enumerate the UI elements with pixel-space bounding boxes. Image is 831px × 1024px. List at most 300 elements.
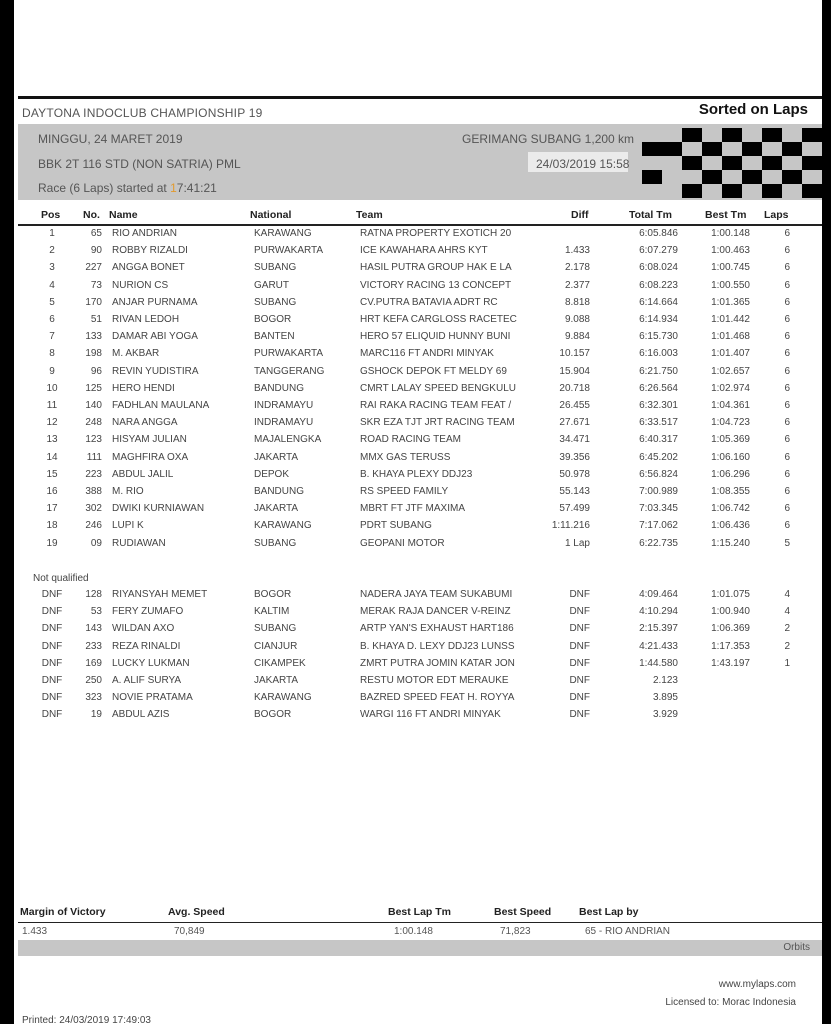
- cell-diff: DNF: [569, 692, 590, 704]
- cell-national: KARAWANG: [254, 520, 312, 532]
- cell-total: 6:21.750: [639, 365, 678, 377]
- cell-diff: 50.978: [559, 468, 590, 480]
- cell-diff: 8.818: [564, 296, 590, 308]
- cell-national: BOGOR: [254, 589, 292, 600]
- cell-diff: 39.356: [559, 451, 590, 463]
- cell-diff: 1:11.216: [551, 520, 590, 532]
- cell-laps: 6: [784, 520, 790, 532]
- cell-total: 4:10.294: [639, 606, 678, 618]
- cell-team: SKR EZA TJT JRT RACING TEAM: [360, 417, 515, 429]
- best-lap-value: 1:00.148: [394, 926, 433, 937]
- cell-no: 250: [85, 675, 102, 686]
- cell-team: B. KHAYA PLEXY DDJ23: [360, 468, 473, 480]
- cell-team: MERAK RAJA DANCER V-REINZ: [360, 606, 511, 618]
- cell-laps: 5: [784, 537, 790, 549]
- results-header: [18, 206, 822, 226]
- cell-total: 6:05.846: [639, 228, 678, 239]
- cell-national: CIANJUR: [254, 640, 298, 652]
- cell-total: 2:15.397: [639, 623, 678, 635]
- cell-laps: 6: [784, 365, 790, 377]
- col-team: Team: [356, 209, 383, 221]
- cell-national: TANGGERANG: [254, 365, 325, 377]
- table-row: [18, 604, 822, 621]
- cell-no: 169: [85, 657, 102, 669]
- cell-best: 1:01.075: [711, 589, 750, 600]
- cell-national: INDRAMAYU: [254, 400, 314, 411]
- cell-national: JAKARTA: [254, 451, 299, 463]
- cell-laps: 4: [784, 589, 790, 600]
- cell-diff: 1 Lap: [564, 537, 590, 549]
- cell-diff: DNF: [569, 640, 590, 652]
- cell-name: RIVAN LEDOH: [112, 314, 180, 325]
- cell-pos: 12: [46, 417, 58, 429]
- cell-pos: 13: [46, 434, 58, 446]
- cell-laps: 6: [784, 314, 790, 325]
- not-qualified-label: Not qualified: [33, 573, 89, 584]
- cell-no: 123: [85, 434, 102, 446]
- cell-team: PDRT SUBANG: [360, 520, 432, 532]
- cell-name: REZA RINALDI: [112, 640, 181, 652]
- cell-total: 2.123: [652, 675, 678, 686]
- col-diff: Diff: [571, 209, 589, 221]
- cell-national: BANDUNG: [254, 382, 305, 394]
- table-row: [18, 329, 822, 346]
- cell-name: ABDUL JALIL: [112, 468, 174, 480]
- cell-no: 143: [85, 623, 102, 635]
- cell-total: 6:16.003: [639, 348, 678, 360]
- col-laps: Laps: [764, 209, 789, 221]
- cell-diff: 20.718: [559, 382, 590, 394]
- cell-name: ABDUL AZIS: [112, 709, 170, 721]
- cell-best: 1:02.974: [711, 382, 750, 394]
- cell-name: REVIN YUDISTIRA: [112, 365, 199, 377]
- cell-pos: 7: [49, 331, 55, 343]
- table-row: [18, 243, 822, 260]
- cell-no: 96: [90, 365, 102, 377]
- cell-team: RATNA PROPERTY EXOTICH 20: [360, 228, 512, 239]
- cell-diff: DNF: [569, 606, 590, 618]
- cell-best: 1:43.197: [711, 657, 750, 669]
- cell-name: DAMAR ABI YOGA: [112, 331, 198, 343]
- cell-laps: 6: [784, 245, 790, 257]
- cell-national: SUBANG: [254, 262, 297, 274]
- results-sheet: [14, 0, 822, 1024]
- cell-team: RS SPEED FAMILY: [360, 486, 449, 497]
- cell-national: JAKARTA: [254, 675, 299, 686]
- table-row: [18, 415, 822, 432]
- cell-national: MAJALENGKA: [254, 434, 322, 446]
- cell-laps: 6: [784, 486, 790, 497]
- table-row: [18, 364, 822, 381]
- cell-total: 6:26.564: [639, 382, 678, 394]
- cell-total: 1:44.580: [639, 657, 678, 669]
- cell-best: 1:02.657: [711, 365, 750, 377]
- cell-pos: 4: [49, 279, 55, 291]
- cell-name: MAGHFIRA OXA: [112, 451, 189, 463]
- cell-name: HERO HENDI: [112, 382, 175, 394]
- cell-diff: 1.433: [564, 245, 590, 257]
- cell-national: BANDUNG: [254, 486, 305, 497]
- cell-name: M. AKBAR: [112, 348, 160, 360]
- cell-pos: 14: [46, 451, 58, 463]
- table-row: [18, 639, 822, 656]
- cell-laps: 6: [784, 417, 790, 429]
- license-text: Licensed to: Morac Indonesia: [665, 997, 796, 1008]
- table-row: [18, 484, 822, 501]
- cell-best: 1:08.355: [711, 486, 750, 497]
- table-row: [18, 450, 822, 467]
- cell-diff: DNF: [569, 709, 590, 721]
- cell-pos: 1: [49, 228, 55, 239]
- cell-team: BAZRED SPEED FEAT H. ROYYA: [360, 692, 515, 704]
- cell-no: 53: [90, 606, 102, 618]
- cell-national: SUBANG: [254, 537, 297, 549]
- col-best: Best Tm: [705, 209, 747, 221]
- cell-total: 7:03.345: [639, 503, 678, 515]
- cell-best: 1:06.160: [711, 451, 750, 463]
- checkered-flag-icon: [642, 126, 822, 200]
- sorted-label: Sorted on Laps: [698, 101, 808, 118]
- event-class: BBK 2T 116 STD (NON SATRIA) PML: [38, 157, 241, 171]
- cell-name: LUCKY LUKMAN: [112, 657, 190, 669]
- table-row: [18, 260, 822, 277]
- cell-no: 302: [85, 503, 102, 515]
- event-timestamp: 24/03/2019 15:58: [536, 157, 630, 171]
- cell-laps: 2: [784, 623, 790, 635]
- cell-laps: 6: [784, 503, 790, 515]
- cell-total: 7:17.062: [639, 520, 678, 532]
- cell-name: RUDIAWAN: [112, 537, 166, 549]
- cell-name: NARA ANGGA: [112, 417, 178, 429]
- col-pos: Pos: [41, 209, 61, 221]
- cell-pos: DNF: [41, 657, 63, 669]
- col-no: No.: [83, 209, 100, 221]
- cell-pos: 9: [49, 365, 55, 377]
- championship-title: DAYTONA INDOCLUB CHAMPIONSHIP 19: [22, 106, 263, 120]
- cell-pos: DNF: [41, 675, 63, 686]
- cell-team: RESTU MOTOR EDT MERAUKE: [360, 675, 509, 686]
- cell-name: LUPI K: [112, 520, 144, 532]
- margin-value: 1.433: [22, 926, 48, 937]
- cell-laps: 6: [784, 348, 790, 360]
- cell-best: 1:15.240: [711, 537, 750, 549]
- table-row: [18, 467, 822, 484]
- cell-no: 09: [90, 537, 102, 549]
- table-row: [18, 501, 822, 518]
- cell-team: B. KHAYA D. LEXY DDJ23 LUNSS: [360, 640, 515, 652]
- cell-national: CIKAMPEK: [254, 657, 306, 669]
- col-total: Total Tm: [629, 209, 672, 221]
- table-row: [18, 656, 822, 673]
- cell-no: 170: [85, 296, 102, 308]
- cell-diff: 2.377: [564, 279, 590, 291]
- cell-name: M. RIO: [112, 486, 144, 497]
- cell-no: 128: [85, 589, 102, 600]
- cell-national: PURWAKARTA: [254, 245, 324, 257]
- cell-laps: 6: [784, 382, 790, 394]
- cell-name: FADHLAN MAULANA: [112, 400, 210, 411]
- cell-no: 233: [85, 640, 102, 652]
- cell-name: NURION CS: [112, 279, 169, 291]
- cell-pos: 17: [46, 503, 58, 515]
- cell-best: 1:06.296: [711, 468, 750, 480]
- cell-best: 1:00.745: [711, 262, 750, 274]
- cell-best: 1:01.442: [711, 314, 750, 325]
- cell-best: 1:01.468: [711, 331, 750, 343]
- cell-team: CMRT LALAY SPEED BENGKULU: [360, 382, 516, 394]
- table-row: [18, 295, 822, 312]
- table-row: [18, 673, 822, 690]
- cell-name: ANGGA BONET: [112, 262, 185, 274]
- cell-pos: 18: [46, 520, 58, 532]
- cell-laps: 1: [784, 657, 790, 669]
- cell-no: 90: [90, 245, 102, 257]
- cell-pos: 8: [49, 348, 55, 360]
- cell-best: 1:01.407: [711, 348, 750, 360]
- cell-no: 388: [85, 486, 102, 497]
- cell-no: 65: [90, 228, 102, 239]
- cell-name: NOVIE PRATAMA: [112, 692, 193, 704]
- cell-name: WILDAN AXO: [112, 623, 175, 635]
- cell-total: 3.929: [652, 709, 678, 721]
- table-row: [18, 621, 822, 638]
- cell-team: MARC116 FT ANDRI MINYAK: [360, 348, 494, 360]
- cell-laps: 6: [784, 262, 790, 274]
- cell-best: 1:04.361: [711, 400, 750, 411]
- summary-header: [18, 906, 822, 923]
- cell-team: ZMRT PUTRA JOMIN KATAR JON: [360, 657, 515, 669]
- cell-diff: 15.904: [559, 365, 590, 377]
- cell-diff: 9.088: [564, 314, 590, 325]
- cell-total: 6:08.223: [639, 279, 678, 291]
- cell-best: 1:01.365: [711, 296, 750, 308]
- cell-no: 19: [90, 709, 102, 721]
- cell-total: 6:14.934: [639, 314, 678, 325]
- avg-speed-value: 70,849: [174, 926, 205, 937]
- cell-team: HERO 57 ELIQUID HUNNY BUNI: [360, 331, 511, 343]
- cell-national: DEPOK: [254, 468, 290, 480]
- cell-team: CV.PUTRA BATAVIA ADRT RC: [360, 296, 498, 308]
- cell-name: A. ALIF SURYA: [112, 675, 182, 686]
- table-row: [18, 690, 822, 707]
- summary-values: [18, 924, 822, 940]
- cell-best: 1:04.723: [711, 417, 750, 429]
- margin-label: Margin of Victory: [20, 906, 106, 918]
- cell-total: 7:00.989: [639, 486, 678, 497]
- cell-pos: DNF: [41, 709, 63, 721]
- cell-total: 3.895: [652, 692, 678, 704]
- cell-no: 227: [85, 262, 102, 274]
- cell-team: HASIL PUTRA GROUP HAK E LA: [360, 262, 512, 274]
- cell-no: 51: [90, 314, 102, 325]
- cell-total: 4:09.464: [639, 589, 678, 600]
- cell-name: FERY ZUMAFO: [112, 606, 184, 618]
- best-lap-label: Best Lap Tm: [388, 906, 452, 918]
- cell-team: ARTP YAN'S EXHAUST HART186: [360, 623, 514, 635]
- site-url: www.mylaps.com: [718, 979, 796, 990]
- cell-pos: 15: [46, 468, 58, 480]
- cell-pos: DNF: [41, 606, 63, 618]
- cell-best: 1:06.742: [711, 503, 750, 515]
- cell-pos: 16: [46, 486, 58, 497]
- table-row: [18, 707, 822, 724]
- cell-best: 1:00.148: [711, 228, 750, 239]
- orbits-bar: [18, 940, 822, 956]
- cell-total: 4:21.433: [639, 640, 678, 652]
- cell-best: 1:00.463: [711, 245, 750, 257]
- cell-no: 248: [85, 417, 102, 429]
- cell-total: 6:40.317: [639, 434, 678, 446]
- cell-national: JAKARTA: [254, 503, 299, 515]
- printed-timestamp: Printed: 24/03/2019 17:49:03: [22, 1015, 151, 1024]
- cell-national: KARAWANG: [254, 692, 312, 704]
- event-date: MINGGU, 24 MARET 2019: [38, 132, 183, 146]
- table-row: [18, 381, 822, 398]
- cell-pos: DNF: [41, 640, 63, 652]
- cell-laps: 6: [784, 279, 790, 291]
- table-row: [18, 518, 822, 535]
- cell-diff: 2.178: [564, 262, 590, 274]
- cell-team: WARGI 116 FT ANDRI MINYAK: [360, 709, 501, 721]
- cell-name: DWIKI KURNIAWAN: [112, 503, 205, 515]
- col-name: Name: [109, 209, 138, 221]
- cell-national: KARAWANG: [254, 228, 312, 239]
- cell-national: SUBANG: [254, 623, 297, 635]
- cell-team: HRT KEFA CARGLOSS RACETEC: [360, 314, 517, 325]
- cell-best: 1:17.353: [711, 640, 750, 652]
- top-rule: [18, 96, 822, 99]
- cell-best: 1:05.369: [711, 434, 750, 446]
- cell-no: 133: [85, 331, 102, 343]
- cell-laps: 6: [784, 296, 790, 308]
- best-speed-label: Best Speed: [494, 906, 552, 918]
- cell-laps: 6: [784, 400, 790, 411]
- cell-no: 223: [85, 468, 102, 480]
- table-row: [18, 536, 822, 553]
- cell-best: 1:06.436: [711, 520, 750, 532]
- best-lap-by-value: 65 - RIO ANDRIAN: [585, 926, 671, 937]
- cell-team: ROAD RACING TEAM: [360, 434, 461, 446]
- cell-laps: 6: [784, 468, 790, 480]
- cell-laps: 6: [784, 228, 790, 239]
- cell-name: ROBBY RIZALDI: [112, 245, 188, 257]
- best-speed-value: 71,823: [500, 926, 531, 937]
- cell-best: 1:00.940: [711, 606, 750, 618]
- table-row: [18, 432, 822, 449]
- cell-national: SUBANG: [254, 296, 297, 308]
- table-row: [18, 587, 822, 604]
- cell-no: 73: [90, 279, 102, 291]
- cell-diff: DNF: [569, 623, 590, 635]
- table-row: [18, 398, 822, 415]
- cell-pos: DNF: [41, 692, 63, 704]
- cell-laps: 6: [784, 331, 790, 343]
- cell-no: 246: [85, 520, 102, 532]
- cell-no: 323: [85, 692, 102, 704]
- cell-total: 6:14.664: [639, 296, 678, 308]
- cell-national: GARUT: [254, 279, 289, 291]
- cell-national: BANTEN: [254, 331, 295, 343]
- cell-national: PURWAKARTA: [254, 348, 324, 360]
- cell-pos: 10: [46, 382, 58, 394]
- cell-best: 1:00.550: [711, 279, 750, 291]
- cell-no: 198: [85, 348, 102, 360]
- cell-name: ANJAR PURNAMA: [112, 296, 198, 308]
- cell-national: KALTIM: [254, 606, 290, 618]
- cell-pos: DNF: [41, 623, 63, 635]
- cell-laps: 6: [784, 451, 790, 463]
- cell-diff: DNF: [569, 675, 590, 686]
- cell-no: 125: [85, 382, 102, 394]
- cell-diff: DNF: [569, 657, 590, 669]
- cell-laps: 2: [784, 640, 790, 652]
- cell-laps: 6: [784, 434, 790, 446]
- cell-diff: 10.157: [559, 348, 590, 360]
- event-venue: GERIMANG SUBANG 1,200 km: [462, 132, 635, 146]
- orbits-label: Orbits: [783, 942, 810, 953]
- cell-team: ICE KAWAHARA AHRS KYT: [360, 245, 488, 257]
- cell-pos: DNF: [41, 589, 63, 600]
- cell-team: VICTORY RACING 13 CONCEPT: [360, 279, 512, 291]
- cell-diff: 34.471: [559, 434, 590, 446]
- cell-national: INDRAMAYU: [254, 417, 314, 429]
- cell-name: HISYAM JULIAN: [112, 434, 187, 446]
- cell-total: 6:33.517: [639, 417, 678, 429]
- cell-diff: 9.884: [564, 331, 590, 343]
- cell-team: MMX GAS TERUSS: [360, 451, 451, 463]
- cell-laps: 4: [784, 606, 790, 618]
- cell-pos: 6: [49, 314, 55, 325]
- cell-team: GEOPANI MOTOR: [360, 537, 445, 549]
- cell-best: 1:06.369: [711, 623, 750, 635]
- col-national: National: [250, 209, 292, 221]
- cell-diff: 27.671: [559, 417, 590, 429]
- cell-diff: 26.455: [559, 400, 590, 411]
- cell-diff: 55.143: [559, 486, 590, 497]
- cell-team: RAI RAKA RACING TEAM FEAT /: [360, 400, 512, 411]
- cell-national: BOGOR: [254, 314, 292, 325]
- cell-total: 6:08.024: [639, 262, 678, 274]
- cell-pos: 5: [49, 296, 55, 308]
- cell-total: 6:22.735: [639, 537, 678, 549]
- cell-total: 6:56.824: [639, 468, 678, 480]
- table-row: [18, 278, 822, 295]
- cell-no: 111: [86, 451, 102, 463]
- cell-pos: 19: [46, 537, 58, 549]
- cell-diff: DNF: [569, 589, 590, 600]
- cell-total: 6:07.279: [639, 245, 678, 257]
- cell-name: RIYANSYAH MEMET: [112, 589, 208, 600]
- cell-team: NADERA JAYA TEAM SUKABUMI: [360, 589, 513, 600]
- table-row: [18, 312, 822, 329]
- cell-total: 6:15.730: [639, 331, 678, 343]
- cell-pos: 3: [49, 262, 55, 274]
- cell-pos: 2: [49, 245, 55, 257]
- cell-national: BOGOR: [254, 709, 292, 721]
- cell-no: 140: [85, 400, 102, 411]
- table-row: [18, 346, 822, 363]
- avg-speed-label: Avg. Speed: [168, 906, 225, 918]
- cell-diff: 57.499: [559, 503, 590, 515]
- best-lap-by-label: Best Lap by: [579, 906, 639, 918]
- cell-total: 6:32.301: [639, 400, 678, 411]
- cell-name: RIO ANDRIAN: [112, 228, 178, 239]
- cell-pos: 11: [46, 400, 58, 411]
- race-time-highlight: 1: [170, 181, 177, 195]
- table-row: [18, 226, 822, 243]
- race-start: Race (6 Laps) started at 17:41:21: [38, 181, 217, 195]
- cell-team: MBRT FT JTF MAXIMA: [360, 503, 466, 515]
